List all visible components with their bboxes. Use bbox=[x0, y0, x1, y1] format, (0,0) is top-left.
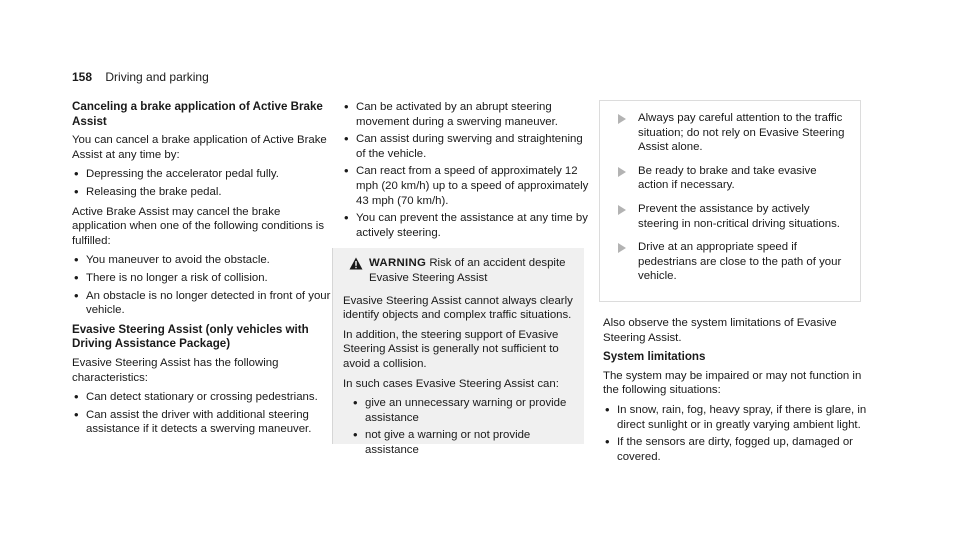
intro-text: You can cancel a brake application of Active Brake Assist at any time by: bbox=[72, 134, 327, 161]
arrow-right-icon bbox=[618, 243, 626, 253]
list-item: • You can prevent the assistance at any time by actively steering. bbox=[342, 211, 594, 240]
section-title: Driving and parking bbox=[105, 70, 209, 84]
warning-para-2: In addition, the steering support of Evasive Steering Assist is generally not sufficient to avoid a collision. bbox=[343, 328, 559, 370]
list-item: • Can assist during swerving and straightening of the vehicle. bbox=[342, 132, 594, 161]
list-item: • give an unnecessary warning or provide assistance bbox=[351, 396, 574, 425]
warning-label: WARNING bbox=[369, 257, 427, 270]
warning-box bbox=[332, 248, 584, 456]
warning-title: Risk of an accident despite Evasive Steering Assist bbox=[369, 257, 566, 284]
limitations-text: The system may be impaired or may not function in the following situations: bbox=[603, 369, 862, 397]
characteristics-text: Evasive Steering Assist has the following characteristics: bbox=[72, 356, 279, 384]
step-text: Drive at an appropriate speed if pedestrians are close to the path of your vehicle. bbox=[638, 241, 842, 283]
conditions-text: Active Brake Assist may cancel the brake application when one of the following conditions is fulfilled: bbox=[72, 205, 325, 247]
warning-para-1: Evasive Steering Assist cannot always clearly identify objects and complex traffic situations. bbox=[343, 294, 573, 322]
instruction-step bbox=[612, 240, 848, 284]
cancel-list bbox=[72, 167, 334, 199]
heading-cancel-brake: Canceling a brake application of Active Brake Assist bbox=[72, 100, 323, 128]
heading-system-limitations: System limitations bbox=[603, 350, 706, 364]
instruction-step bbox=[612, 202, 848, 231]
list-item: • An obstacle is no longer detected in front of your vehicle. bbox=[72, 289, 334, 318]
list-item: • In snow, rain, fog, heavy spray, if there is glare, in direct sunlight or in greatly varying ambient light. bbox=[603, 403, 873, 432]
observe-text: Also observe the system limitations of Evasive Steering Assist. bbox=[603, 316, 837, 344]
column-3 bbox=[603, 100, 873, 469]
list-item: • You maneuver to avoid the obstacle. bbox=[72, 253, 334, 268]
list-item: • Can assist the driver with additional steering assistance if it detects a swerving maneuver. bbox=[72, 408, 334, 437]
list-item: • If the sensors are dirty, fogged up, damaged or covered. bbox=[603, 435, 873, 464]
column-1 bbox=[72, 100, 334, 442]
list-item: • Depressing the accelerator pedal fully. bbox=[72, 167, 334, 182]
heading-evasive-steering: Evasive Steering Assist (only vehicles with Driving Assistance Package) bbox=[72, 322, 309, 351]
warning-triangle-icon bbox=[349, 257, 363, 270]
characteristics-list bbox=[72, 390, 334, 437]
page-number: 158 bbox=[72, 70, 93, 84]
column-2 bbox=[342, 100, 594, 456]
step-text: Prevent the assistance by actively steering in non-critical driving situations. bbox=[638, 202, 840, 230]
list-item: • Can detect stationary or crossing pedestrians. bbox=[72, 390, 334, 405]
warning-list bbox=[343, 396, 574, 457]
warning-header bbox=[343, 256, 574, 285]
limitations-list bbox=[603, 403, 873, 464]
step-text: Be ready to brake and take evasive action if necessary. bbox=[638, 164, 817, 192]
instruction-step bbox=[612, 111, 848, 155]
list-item: • Releasing the brake pedal. bbox=[72, 185, 334, 200]
list-item: • There is no longer a risk of collision. bbox=[72, 271, 334, 286]
list-item: • Can react from a speed of approximately 12 mph (20 km/h) up to a speed of approximately 43 mph (70 km/h). bbox=[342, 164, 594, 208]
instruction-box bbox=[599, 100, 861, 302]
arrow-right-icon bbox=[618, 114, 626, 124]
page-header bbox=[72, 70, 209, 85]
list-item: • Can be activated by an abrupt steering movement during a swerving maneuver. bbox=[342, 100, 594, 129]
step-text: Always pay careful attention to the traffic situation; do not rely on Evasive Steering Assist alone. bbox=[638, 112, 845, 154]
feature-list bbox=[342, 100, 594, 240]
instruction-step bbox=[612, 164, 848, 193]
conditions-list bbox=[72, 253, 334, 317]
arrow-right-icon bbox=[618, 205, 626, 215]
warning-para-3: In such cases Evasive Steering Assist can: bbox=[343, 377, 559, 390]
list-item: • not give a warning or not provide assistance bbox=[351, 428, 574, 457]
arrow-right-icon bbox=[618, 167, 626, 177]
